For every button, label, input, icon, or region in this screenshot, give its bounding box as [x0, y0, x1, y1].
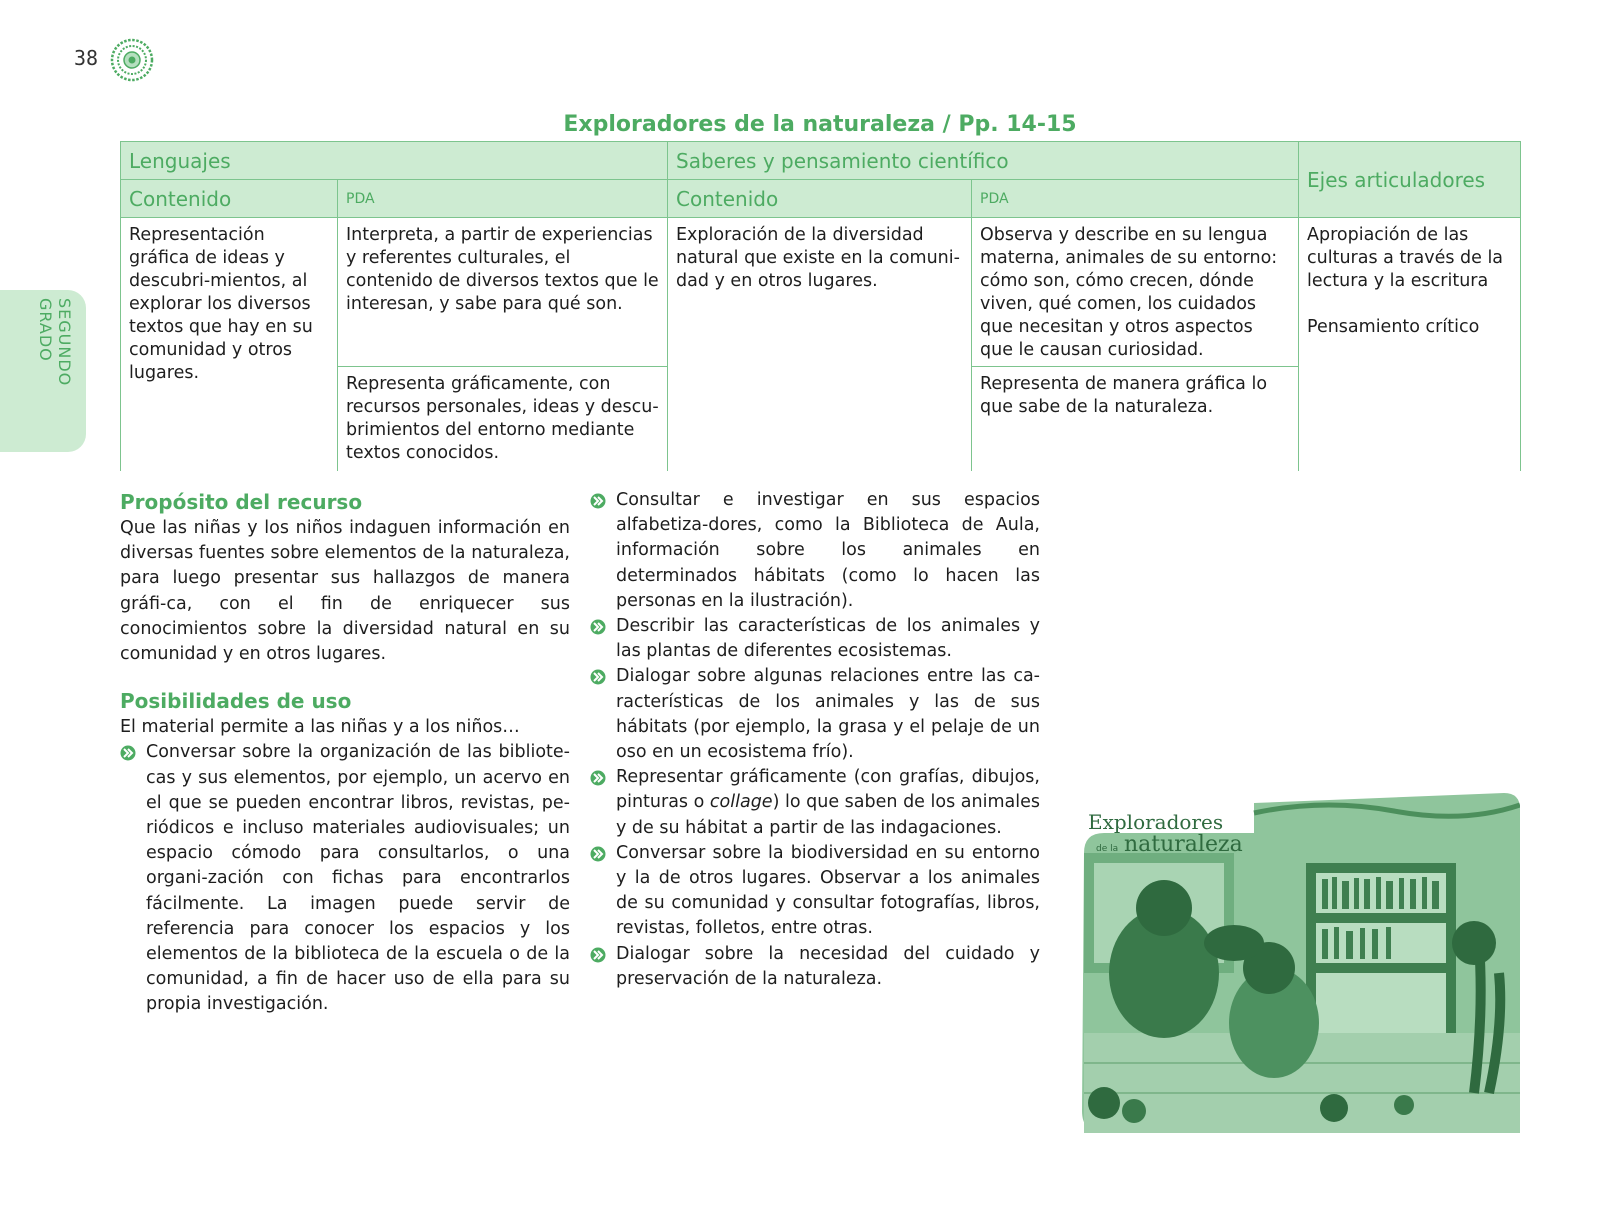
bullet-arrow-icon: [590, 493, 608, 509]
rosette-icon: [110, 38, 154, 82]
bullet-text: Dialogar sobre la necesidad del cuidado y preservación de la naturaleza.: [616, 943, 1040, 989]
bullet-text: Dialogar sobre algunas relaciones entre las ca-racterísticas de los animales y las de sus hábitats (por ejemplo, la grasa y el pelaje de un oso en un ecosistema frío).: [616, 666, 1040, 763]
header-pda-lenguajes: PDA: [338, 180, 668, 218]
bullet-text-part: ) lo que saben de los animales y de su hábitat a partir de las indagaciones.: [616, 792, 1040, 838]
posibilidades-heading: Posibilidades de uso: [120, 689, 352, 714]
saberes-contenido-cell: Exploración de la diversidad natural que existe en la comuni-dad y en otros lugares.: [668, 218, 972, 472]
bullet-arrow-icon: [120, 745, 138, 761]
header-saberes: Saberes y pensamiento científico: [668, 142, 1299, 180]
bullet-text: Conversar sobre la organización de las bibliote-cas y sus elementos, por ejemplo, un acervo en el que se pueden encontrar libros, revistas, pe-riódicos e incluso materiales audiovisuales; un espacio cómodo para consultarlos, o una organi-zación con fichas para encontrarlos fácilmente. La imagen puede servir de referencia para conocer los espacios y los elementos de la biblioteca de la escuela o de la comunidad, a fin de hacer uso de ella para su propia investigación.: [146, 742, 570, 1015]
bullet-text: Consultar e investigar en sus espacios alfabetiza-dores, como la Biblioteca de Aula, información sobre los animales en determinados hábitats (como lo hacen las personas en la ilustración).: [616, 490, 1040, 611]
header-contenido-lenguajes: Contenido: [121, 180, 338, 218]
illustration-logo-line2: naturaleza: [1124, 832, 1243, 857]
lenguajes-contenido-cell: Representación gráfica de ideas y descubri-mientos, al explorar los diversos textos que hay en su comunidad y otros lugares.: [121, 218, 338, 472]
header-ejes: Ejes articuladores: [1299, 142, 1521, 218]
list-item: [590, 841, 1040, 942]
bullet-text-part: Representar gráficamente (con grafías, dibujos, pinturas o: [616, 767, 1040, 813]
bullet-text: [616, 765, 1040, 841]
curriculum-table: [120, 141, 1521, 471]
ejes-item-1: Apropiación de las culturas a través de la lectura y la escritura: [1307, 225, 1504, 291]
list-item: [590, 614, 1040, 664]
header-pda-saberes: PDA: [972, 180, 1299, 218]
list-item: [590, 488, 1040, 614]
saberes-pda-cell-2: Representa de manera gráfica lo que sabe de la naturaleza.: [972, 367, 1299, 472]
bullet-arrow-icon: [590, 669, 608, 685]
lenguajes-pda-cell-1: Interpreta, a partir de experiencias y referentes culturales, el contenido de diversos textos que le interesan, y sabe para qué son.: [338, 218, 668, 367]
illustration-logo-de: de la: [1096, 844, 1119, 854]
page-number: 38: [74, 46, 99, 70]
grade-side-tab: [0, 290, 86, 452]
list-item: [120, 740, 570, 1017]
left-column: [120, 488, 570, 1018]
ejes-item-2: Pensamiento crítico: [1307, 317, 1480, 337]
grade-label: SEGUNDO GRADO: [36, 298, 74, 387]
bullet-text: Describir las características de los animales y las plantas de diferentes ecosistemas.: [616, 616, 1040, 662]
list-item: [590, 664, 1040, 765]
middle-column: [590, 488, 1040, 992]
illustration-logo-line1: Exploradores: [1088, 810, 1224, 834]
bullet-text-emphasis: collage: [709, 792, 773, 813]
bullet-text: Conversar sobre la biodiversidad en su entorno y la de otros lugares. Observar a los animales de su comunidad y consultar fotografías, libros, revistas, folletos, entre otras.: [616, 842, 1040, 939]
header-lenguajes: Lenguajes: [121, 142, 668, 180]
lenguajes-pda-cell-2: Representa gráficamente, con recursos personales, ideas y descu-brimientos del entorno mediante textos conocidos.: [338, 367, 668, 472]
list-item: [590, 765, 1040, 841]
bullet-arrow-icon: [590, 619, 608, 635]
bullet-arrow-icon: [590, 770, 608, 786]
header-contenido-saberes: Contenido: [668, 180, 972, 218]
ejes-cell: [1299, 218, 1521, 472]
proposito-heading: Propósito del recurso: [120, 490, 363, 514]
posibilidades-intro: El material permite a las niñas y a los niños…: [120, 717, 520, 738]
bullet-arrow-icon: [590, 947, 608, 963]
table-title: Exploradores de la naturaleza / Pp. 14-15: [563, 112, 1077, 137]
library-illustration: [1074, 793, 1520, 1133]
list-item: [590, 942, 1040, 992]
bullet-arrow-icon: [590, 846, 608, 862]
proposito-text: Que las niñas y los niños indaguen información en diversas fuentes sobre elementos de la naturaleza, para luego presentar sus hallazgos de manera gráfi-ca, con el fin de enriquecer sus conocimientos sobre la diversidad natural en su comunidad y en otros lugares.: [120, 518, 570, 665]
saberes-pda-cell-1: Observa y describe en su lengua materna, animales de su entorno: cómo son, cómo crecen, dónde viven, qué comen, los cuidados que necesitan y otros aspectos que le causan curiosidad.: [972, 218, 1299, 367]
